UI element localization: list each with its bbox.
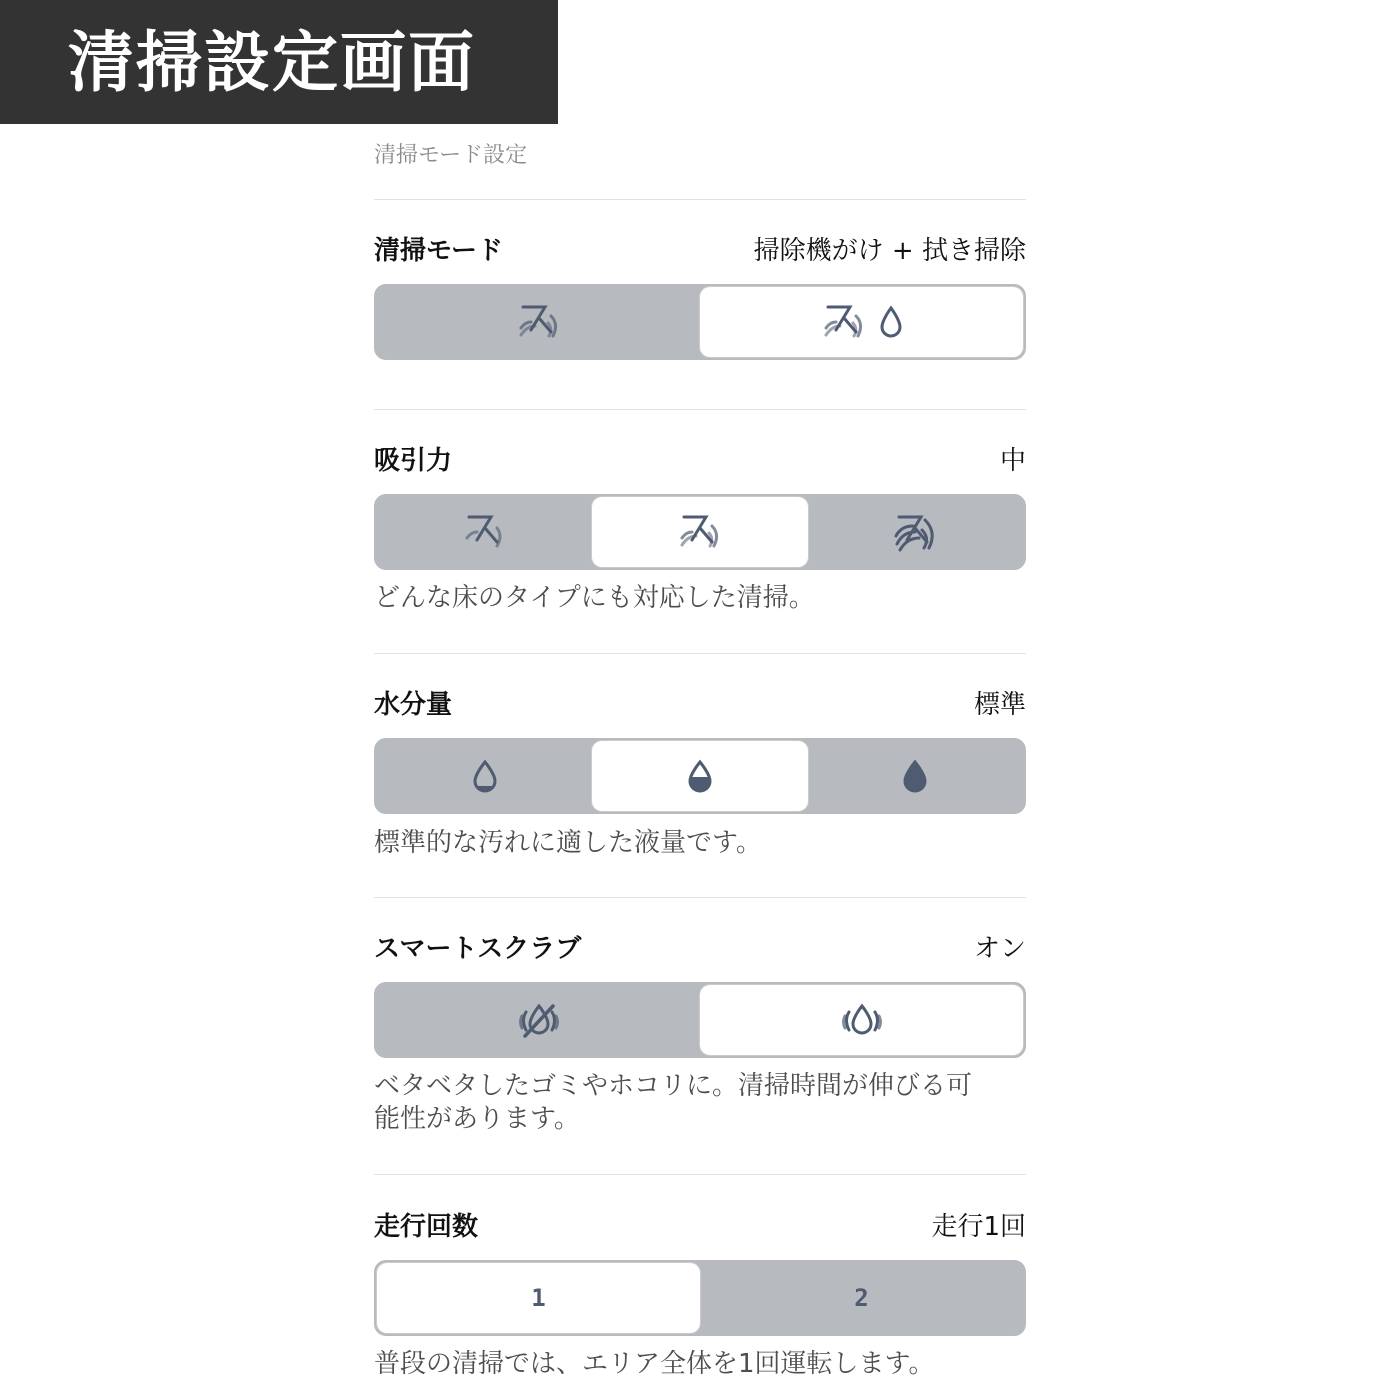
suction-value: 中 (999, 446, 1026, 476)
divider (374, 897, 1026, 898)
passes-value: 走行1回 (931, 1212, 1026, 1242)
mode-option-vacuum-mop[interactable] (700, 287, 1023, 357)
header-banner (0, 0, 558, 124)
suction-selector[interactable] (374, 494, 1026, 570)
divider (374, 409, 1026, 410)
smart-scrub-description (374, 1070, 1026, 1136)
suction-high-icon (891, 508, 939, 556)
suction-low-icon (461, 508, 509, 556)
smart-scrub-title: スマートスクラブ (374, 934, 582, 964)
suction-option-high[interactable] (808, 497, 1023, 567)
water-value: 標準 (973, 690, 1026, 720)
scrub-option-off[interactable] (377, 985, 700, 1055)
divider (374, 199, 1026, 200)
page-title: 清掃設定画面 (68, 24, 476, 101)
section-suction (374, 444, 1026, 613)
suction-description: どんな床のタイプにも対応した清掃。 (374, 583, 815, 613)
scrub-off-icon (517, 1000, 561, 1040)
water-selector[interactable] (374, 738, 1026, 814)
passes-option-1-label: 1 (531, 1284, 546, 1312)
suction-title: 吸引力 (374, 446, 453, 476)
divider (374, 1174, 1026, 1175)
smart-scrub-description-line1: ベタベタしたゴミやホコリに。清掃時間が伸びる可 (374, 1071, 973, 1101)
section-water (374, 688, 1026, 858)
section-passes (374, 1210, 1026, 1379)
passes-title: 走行回数 (374, 1212, 479, 1242)
suction-medium-icon (676, 508, 724, 556)
water-title: 水分量 (374, 690, 453, 720)
vacuum-mop-icon (820, 298, 904, 346)
scrub-option-on[interactable] (700, 985, 1023, 1055)
mode-option-vacuum[interactable] (377, 287, 700, 357)
passes-option-1[interactable] (377, 1263, 700, 1333)
scrub-on-icon (840, 1000, 884, 1040)
passes-description: 普段の清掃では、エリア全体を1回運転します。 (374, 1349, 935, 1379)
water-description: 標準的な汚れに適した液量です。 (374, 828, 762, 858)
water-low-icon (471, 759, 499, 793)
section-cleaning-mode (374, 234, 1026, 270)
smart-scrub-value: オン (973, 934, 1026, 964)
passes-option-2[interactable] (700, 1263, 1023, 1333)
smart-scrub-selector[interactable] (374, 982, 1026, 1058)
passes-selector[interactable] (374, 1260, 1026, 1336)
suction-option-medium[interactable] (592, 497, 807, 567)
cleaning-mode-selector[interactable] (374, 284, 1026, 360)
cleaning-mode-title: 清掃モード (374, 236, 503, 266)
divider (374, 653, 1026, 654)
water-standard-icon (686, 759, 714, 793)
passes-option-2-label: 2 (854, 1284, 869, 1312)
water-option-low[interactable] (377, 741, 592, 811)
smart-scrub-description-line2: 能性があります。 (374, 1104, 580, 1134)
section-smart-scrub (374, 932, 1026, 1134)
cleaning-mode-value: 掃除機がけ + 拭き掃除 (753, 236, 1026, 266)
vacuum-icon (515, 298, 563, 346)
suction-option-low[interactable] (377, 497, 592, 567)
panel-subtitle: 清掃モード設定 (374, 143, 528, 168)
water-option-high[interactable] (808, 741, 1023, 811)
water-high-icon (901, 759, 929, 793)
water-option-standard[interactable] (592, 741, 807, 811)
